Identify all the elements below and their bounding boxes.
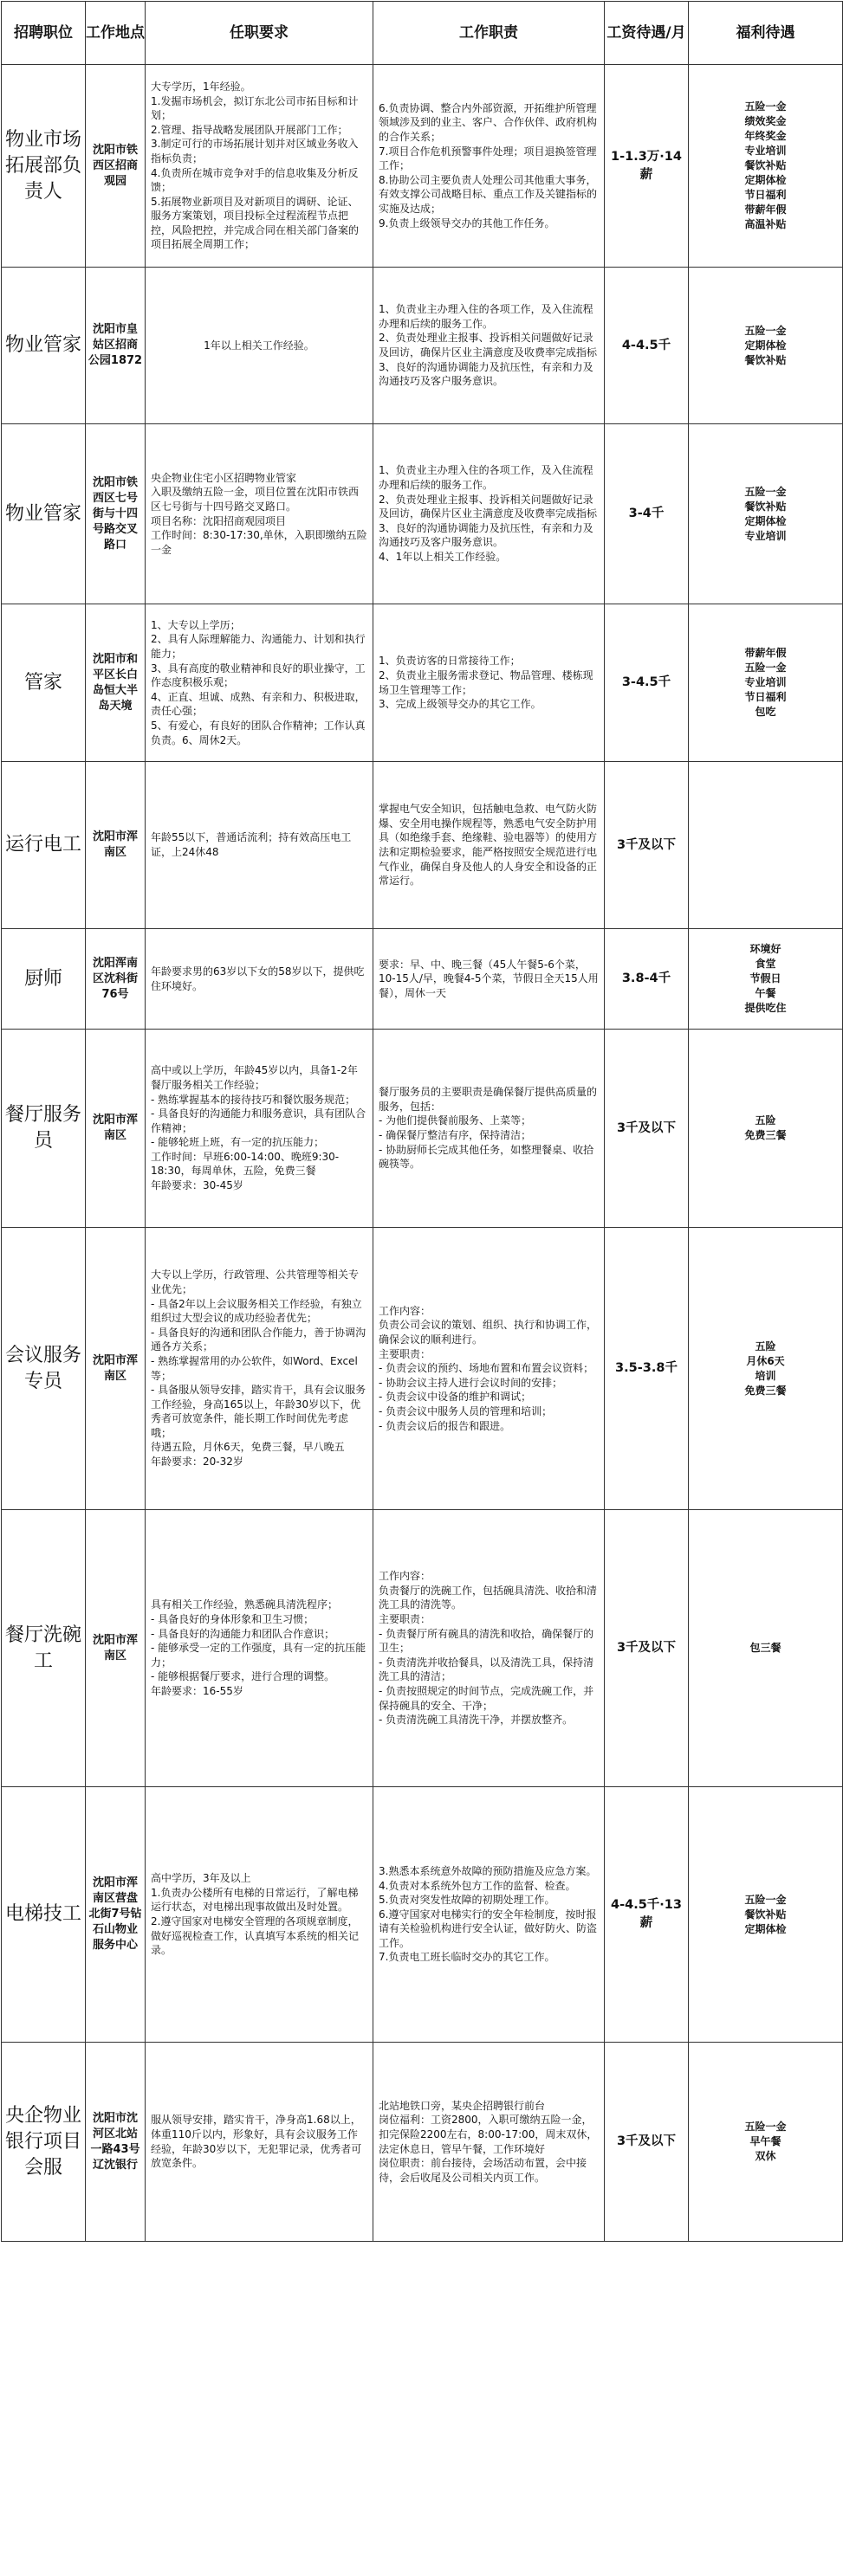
- header-benefits: 福利待遇: [689, 2, 843, 65]
- cell-salary: 1-1.3万·14薪: [605, 65, 689, 268]
- header-salary: 工资待遇/月: [605, 2, 689, 65]
- cell-requirements: 央企物业住宅小区招聘物业管家 入职及缴纳五险一金，项目位置在沈阳市铁西区七号街与十四号路交叉路口。 项目名称：沈阳招商观园项目 工作时间：8:30-17:30,单休，入职即缴纳五险一金: [146, 424, 373, 604]
- cell-benefits: 五险 月休6天 培训 免费三餐: [689, 1228, 843, 1510]
- cell-benefits: 带薪年假 五险一金 专业培训 节日福利 包吃: [689, 604, 843, 762]
- cell-duties: 餐厅服务员的主要职责是确保餐厅提供高质量的服务，包括： - 为他们提供餐前服务、上菜等； - 确保餐厅整洁有序，保持清洁； - 协助厨师长完成其他任务，如整理餐桌、收拾碗筷等。: [373, 1030, 605, 1228]
- cell-salary: 3-4.5千: [605, 604, 689, 762]
- cell-benefits: 五险一金 早午餐 双休: [689, 2043, 843, 2242]
- header-duties: 工作职责: [373, 2, 605, 65]
- table-row: [2, 929, 843, 1030]
- cell-location: 沈阳市和平区长白岛恒大半岛天境: [86, 604, 146, 762]
- table-row: [2, 268, 843, 424]
- table-row: [2, 1787, 843, 2043]
- cell-position: 央企物业银行项目会服: [2, 2043, 86, 2242]
- cell-position: 管家: [2, 604, 86, 762]
- table-row: [2, 1030, 843, 1228]
- cell-salary: 4-4.5千: [605, 268, 689, 424]
- header-position: 招聘职位: [2, 2, 86, 65]
- cell-salary: 3千及以下: [605, 1030, 689, 1228]
- table-row: [2, 424, 843, 604]
- cell-location: 沈阳浑南区沈科街76号: [86, 929, 146, 1030]
- cell-duties: 1、负责业主办理入住的各项工作，及入住流程办理和后续的服务工作。 2、负责处理业主报事、投诉相关问题做好记录及回访，确保片区业主满意度及收费率完成指标 3、良好的沟通协调能力及抗压性，有亲和力及沟通技巧及客户服务意识。 4、1年以上相关工作经验。: [373, 424, 605, 604]
- cell-requirements: 1、大专以上学历； 2、具有人际理解能力、沟通能力、计划和执行能力； 3、具有高度的敬业精神和良好的职业操守，工作态度积极乐观； 4、正直、坦诚、成熟、有亲和力、积极进取，责任心强； 5、有爱心，有良好的团队合作精神；工作认真负责。6、周休2天。: [146, 604, 373, 762]
- cell-location: 沈阳市浑南区: [86, 1030, 146, 1228]
- table-row: [2, 65, 843, 268]
- cell-benefits: 包三餐: [689, 1510, 843, 1787]
- cell-salary: 3.5-3.8千: [605, 1228, 689, 1510]
- cell-requirements: 1年以上相关工作经验。: [146, 268, 373, 424]
- header-requirements: 任职要求: [146, 2, 373, 65]
- cell-duties: 3.熟悉本系统意外故障的预防措施及应急方案。 4.负责对本系统外包方工作的监督、检查。 5.负责对突发性故障的初期处理工作。 6.遵守国家对电梯实行的安全年检制度，按时报请有关检验机构进行安全认证，做好防火、防盗工作。 7.负责电工班长临时交办的其它工作。: [373, 1787, 605, 2043]
- table-header-row: [2, 2, 843, 65]
- table-row: [2, 762, 843, 929]
- cell-position: 物业市场拓展部负责人: [2, 65, 86, 268]
- table-row: [2, 2043, 843, 2242]
- cell-salary: 4-4.5千·13薪: [605, 1787, 689, 2043]
- cell-location: 沈阳市浑南区: [86, 762, 146, 929]
- cell-duties: 要求：早、中、晚三餐（45人午餐5-6个菜，10-15人/早，晚餐4-5个菜，节假日全天15人用餐），周休一天: [373, 929, 605, 1030]
- cell-requirements: 高中学历，3年及以上 1.负责办公楼所有电梯的日常运行，了解电梯运行状态，对电梯出现事故做出及时处置。 2.遵守国家对电梯安全管理的各项规章制度，做好巡视检查工作，认真填写本系统的相关记录。: [146, 1787, 373, 2043]
- cell-requirements: 大专以上学历，行政管理、公共管理等相关专业优先； - 具备2年以上会议服务相关工作经验，有独立组织过大型会议的成功经验者优先； - 具备良好的沟通和团队合作能力，善于协调沟通各方关系； - 熟练掌握常用的办公软件，如Word、Excel等； - 具备服从领导安排，踏实肯干，具有会议服务工作经验，身高165以上，年龄30岁以下，优秀者可放宽条件，能长期工作时间优先考虑哦； 待遇五险，月休6天，免费三餐，早八晚五 年龄要求：20-32岁: [146, 1228, 373, 1510]
- cell-location: 沈阳市铁西区招商观园: [86, 65, 146, 268]
- cell-location: 沈阳市浑南区: [86, 1228, 146, 1510]
- cell-position: 餐厅服务员: [2, 1030, 86, 1228]
- cell-requirements: 大专学历，1年经验。 1.发掘市场机会，拟订东北公司市拓目标和计划； 2.管理、指导战略发展团队开展部门工作； 3.制定可行的市场拓展计划并对区域业务收入指标负责； 4.负责所在城市竞争对手的信息收集及分析反馈； 5.拓展物业新项目及对新项目的调研、论证、服务方案策划，项目投标全过程流程节点把控，风险把控，并完成合同在相关部门备案的项目拓展全周期工作；: [146, 65, 373, 268]
- cell-salary: 3千及以下: [605, 1510, 689, 1787]
- cell-duties: 工作内容： 负责餐厅的洗碗工作，包括碗具清洗、收拾和清洗工具的清洗等。 主要职责： - 负责餐厅所有碗具的清洗和收拾，确保餐厅的卫生； - 负责清洗并收拾餐具，以及清洗工具，保持清洗工具的清洁； - 负责按照规定的时间节点，完成洗碗工作，并保持碗具的安全、干净； - 负责清洗碗工具清洗干净，并摆放整齐。: [373, 1510, 605, 1787]
- cell-location: 沈阳市浑南区: [86, 1510, 146, 1787]
- cell-salary: 3千及以下: [605, 2043, 689, 2242]
- cell-location: 沈阳市浑南区营盘北街7号钻石山物业服务中心: [86, 1787, 146, 2043]
- cell-duties: 1、负责访客的日常接待工作； 2、负责业主服务需求登记、物品管理、楼栋现场卫生管理等工作； 3、完成上级领导交办的其它工作。: [373, 604, 605, 762]
- cell-salary: 3-4千: [605, 424, 689, 604]
- cell-position: 餐厅洗碗工: [2, 1510, 86, 1787]
- table-row: [2, 1228, 843, 1510]
- cell-salary: 3.8-4千: [605, 929, 689, 1030]
- cell-requirements: 年龄55以下，普通话流利；持有效高压电工证，上24休48: [146, 762, 373, 929]
- cell-benefits: 环境好 食堂 节假日 午餐 提供吃住: [689, 929, 843, 1030]
- cell-position: 会议服务专员: [2, 1228, 86, 1510]
- cell-benefits: 五险一金 绩效奖金 年终奖金 专业培训 餐饮补贴 定期体检 节日福利 带薪年假 高温补贴: [689, 65, 843, 268]
- table-row: [2, 604, 843, 762]
- cell-duties: 北站地铁口旁，某央企招聘银行前台 岗位福利：工资2800，入职可缴纳五险一金，扣完保险2200左右，8:00-17:00，周末双休，法定休息日，管早午餐，工作环境好 岗位职责：前台接待，会场活动布置，会中接待，会后收尾及公司相关内页工作。: [373, 2043, 605, 2242]
- cell-position: 运行电工: [2, 762, 86, 929]
- cell-position: 电梯技工: [2, 1787, 86, 2043]
- cell-duties: 1、负责业主办理入住的各项工作，及入住流程办理和后续的服务工作。 2、负责处理业主报事、投诉相关问题做好记录及回访，确保片区业主满意度及收费率完成指标 3、良好的沟通协调能力及抗压性，有亲和力及沟通技巧及客户服务意识。: [373, 268, 605, 424]
- cell-benefits: 五险一金 定期体检 餐饮补贴: [689, 268, 843, 424]
- cell-duties: 6.负责协调、整合内外部资源，开拓维护所管理领域涉及到的业主、客户、合作伙伴、政府机构的合作关系； 7.项目合作危机预警事件处理；项目退换签管理工作； 8.协助公司主要负责人处理公司其他重大事务，有效支撑公司战略目标、重点工作及关键指标的实施及达成； 9.负责上级领导交办的其他工作任务。: [373, 65, 605, 268]
- cell-position: 物业管家: [2, 268, 86, 424]
- cell-salary: 3千及以下: [605, 762, 689, 929]
- cell-duties: 掌握电气安全知识，包括触电急救、电气防火防爆、安全用电操作规程等，熟悉电气安全防护用具（如绝缘手套、绝缘鞋、验电器等）的使用方法和定期检验要求，能严格按照安全规范进行电气作业，确保自身及他人的人身安全和设备的正常运行。: [373, 762, 605, 929]
- cell-location: 沈阳市皇姑区招商公园1872: [86, 268, 146, 424]
- header-location: 工作地点: [86, 2, 146, 65]
- table-row: [2, 1510, 843, 1787]
- cell-requirements: 高中或以上学历，年龄45岁以内，具备1-2年餐厅服务相关工作经验； - 熟练掌握基本的接待技巧和餐饮服务规范； - 具备良好的沟通能力和服务意识，具有团队合作精神； - 能够轮班上班，有一定的抗压能力； 工作时间：早班6:00-14:00、晚班9:30-18:30，每周单休，五险，免费三餐 年龄要求：30-45岁: [146, 1030, 373, 1228]
- cell-benefits: [689, 762, 843, 929]
- cell-location: 沈阳市沈河区北站一路43号辽沈银行: [86, 2043, 146, 2242]
- recruitment-table: [1, 1, 843, 2242]
- cell-position: 厨师: [2, 929, 86, 1030]
- cell-requirements: 具有相关工作经验，熟悉碗具清洗程序； - 具备良好的身体形象和卫生习惯； - 具备良好的沟通能力和团队合作意识； - 能够承受一定的工作强度，具有一定的抗压能力； - 能够根据餐厅要求，进行合理的调整。 年龄要求：16-55岁: [146, 1510, 373, 1787]
- cell-requirements: 服从领导安排，踏实肯干，净身高1.68以上，体重110斤以内，形象好，具有会议服务工作经验，年龄30岁以下，无犯罪记录，优秀者可放宽条件。: [146, 2043, 373, 2242]
- cell-position: 物业管家: [2, 424, 86, 604]
- cell-requirements: 年龄要求男的63岁以下女的58岁以下，提供吃住环境好。: [146, 929, 373, 1030]
- cell-benefits: 五险一金 餐饮补贴 定期体检 专业培训: [689, 424, 843, 604]
- cell-benefits: 五险一金 餐饮补贴 定期体检: [689, 1787, 843, 2043]
- cell-benefits: 五险 免费三餐: [689, 1030, 843, 1228]
- cell-duties: 工作内容： 负责公司会议的策划、组织、执行和协调工作，确保会议的顺利进行。 主要职责： - 负责会议的预约、场地布置和布置会议资料； - 协助会议主持人进行会议时间的安排； - 负责会议中设备的维护和调试； - 负责会议中服务人员的管理和培训； - 负责会议后的报告和跟进。: [373, 1228, 605, 1510]
- cell-location: 沈阳市铁西区七号街与十四号路交叉路口: [86, 424, 146, 604]
